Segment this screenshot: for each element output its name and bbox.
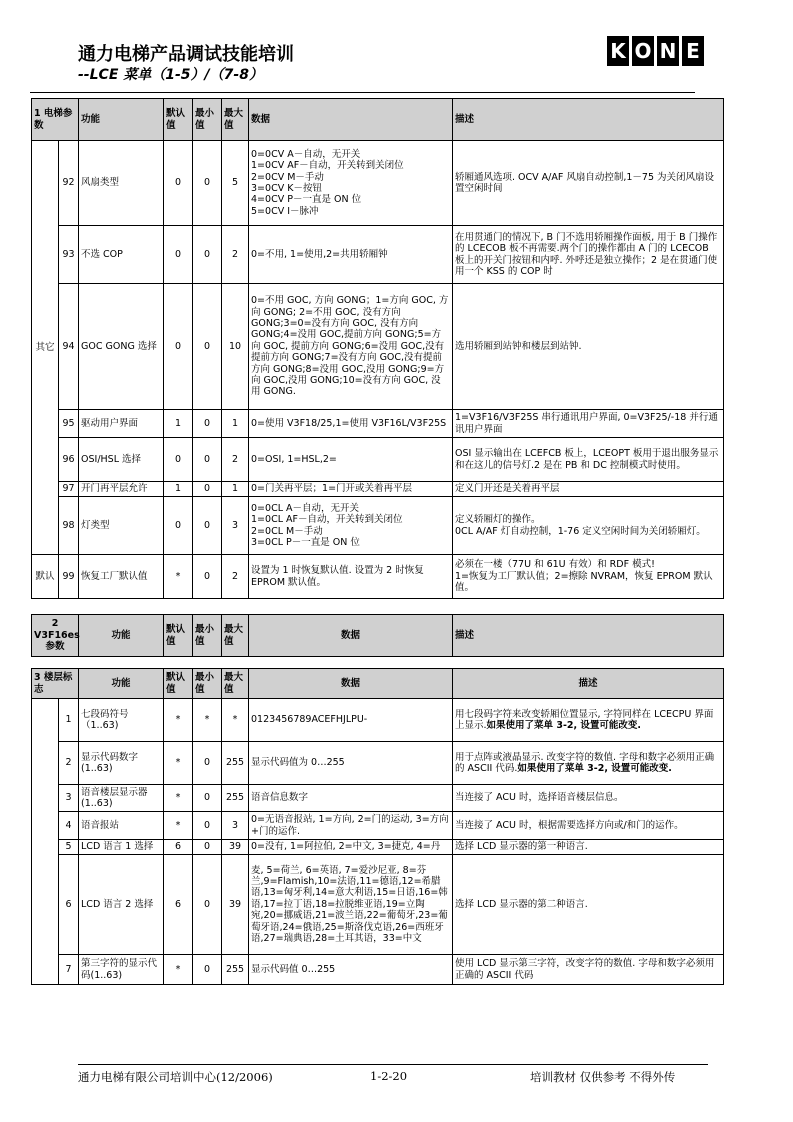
table-header-row (32, 99, 724, 141)
row-desc (453, 742, 724, 785)
row-desc: 选择 LCD 显示器的第二种语言. (453, 855, 724, 955)
logo-letter: E (682, 36, 704, 66)
col-function: 功能 (79, 669, 164, 699)
row-data: 0=OSI, 1=HSL,2= (249, 438, 453, 482)
row-default: 0 (164, 141, 193, 226)
row-max: 5 (222, 141, 249, 226)
row-default: 0 (164, 497, 193, 555)
row-no: 97 (59, 482, 79, 497)
col-min: 最小值 (193, 99, 222, 141)
col-data: 数据 (249, 615, 453, 657)
row-function: 驱动用户界面 (79, 410, 164, 438)
row-data: 麦, 5=荷兰, 6=英语, 7=爱沙尼亚, 8=芬兰,9=Flamish,10=法语,11=德语,12=希腊语,13=匈牙利,14=意大利语,15=日语,16=韩语,17=拉丁语,18=拉脱维亚语,19=立陶宛,20=挪威语,21=波兰语,22=葡萄牙,23=葡萄牙语,24=俄语,25=斯洛伐克语,26=西班牙语,27=瑞典语,28=土耳其语，33=中文 (249, 855, 453, 955)
row-default: 0 (164, 284, 193, 410)
row-default: 6 (164, 840, 193, 855)
row-max: 255 (222, 742, 249, 785)
row-min: 0 (193, 840, 222, 855)
logo-letter: N (657, 36, 679, 66)
row-default: 0 (164, 226, 193, 284)
row-no: 92 (59, 141, 79, 226)
col-default: 默认值 (164, 669, 193, 699)
row-max: 1 (222, 410, 249, 438)
row-data: 设置为 1 时恢复默认值. 设置为 2 时恢复 EPROM 默认值。 (249, 555, 453, 599)
row-default: 1 (164, 410, 193, 438)
row-function: LCD 语言 2 选择 (79, 855, 164, 955)
col-desc: 描述 (453, 615, 724, 657)
row-min: 0 (193, 141, 222, 226)
table-row (32, 699, 724, 742)
row-function: 开门再平层允许 (79, 482, 164, 497)
col-data: 数据 (249, 669, 453, 699)
row-function: GOC GONG 选择 (79, 284, 164, 410)
row-desc: 当连接了 ACU 时，选择语音楼层信息。 (453, 785, 724, 812)
row-desc: 在用贯通门的情况下, B 门不选用轿厢操作面板, 用于 B 门操作的 LCECOB 板不再需要.两个门的操作都由 A 门的 LCECOB 板上的开关门按钮和内呼. 外呼还是独立操作；2 是在贯通门使用一个 KSS 的 COP 时 (453, 226, 724, 284)
row-no: 3 (59, 785, 79, 812)
row-default: * (164, 785, 193, 812)
row-min: 0 (193, 497, 222, 555)
row-default: * (164, 742, 193, 785)
row-max: 1 (222, 482, 249, 497)
row-function: 风扇类型 (79, 141, 164, 226)
row-default: 0 (164, 438, 193, 482)
row-default: 6 (164, 855, 193, 955)
col-max: 最大值 (222, 669, 249, 699)
row-no: 7 (59, 955, 79, 985)
row-min: 0 (193, 438, 222, 482)
col-min: 最小值 (193, 615, 222, 657)
row-data: 0=0CL A－自动，无开关 1=0CL AF－自动，开关转到关闭位 2=0CL M－手动 3=0CL P－一直是 ON 位 (249, 497, 453, 555)
row-max: 255 (222, 785, 249, 812)
col-max: 最大值 (222, 615, 249, 657)
row-max: 255 (222, 955, 249, 985)
table-row (32, 438, 724, 482)
row-no: 93 (59, 226, 79, 284)
row-desc: OSI 显示输出在 LCEFCB 板上，LCEOPT 板用于退出服务显示和在这儿的信号灯.2 是在 PB 和 DC 控制模式时使用。 (453, 438, 724, 482)
row-max: 10 (222, 284, 249, 410)
col-default: 默认值 (164, 99, 193, 141)
row-max: 39 (222, 855, 249, 955)
row-data: 0=不用 GOC, 方向 GONG；1=方向 GOC, 方向 GONG; 2=不用 GOC, 没有方向 GONG;3=0=没有方向 GOC, 没有方向 GONG;4=没用 GOC,提前方向 GONG;5=方向 GOC, 提前方向 GONG;6=没用 GOC,没有提前方向 GONG;7=没有方向 GOC,没有提前方向 GONG;8=没用 GOC,没用 GONG;9=方向 GOC,没用 GONG;10=没有方向 GOC, 没用 GONG. (249, 284, 453, 410)
row-default: 1 (164, 482, 193, 497)
row-min: 0 (193, 284, 222, 410)
table-row (32, 955, 724, 985)
row-max: 3 (222, 812, 249, 840)
table-header-row (32, 615, 724, 657)
table-row (32, 785, 724, 812)
row-no: 96 (59, 438, 79, 482)
row-max: 2 (222, 226, 249, 284)
row-function: 第三字符的显示代码(1..63) (79, 955, 164, 985)
floor-marking-table (31, 668, 724, 985)
row-max: 39 (222, 840, 249, 855)
row-function: OSI/HSL 选择 (79, 438, 164, 482)
row-desc: 使用 LCD 显示第三字符，改变字符的数值. 字母和数字必须用正确的 ASCII 代码 (453, 955, 724, 985)
row-default: * (164, 555, 193, 599)
v3f-params-table (31, 614, 724, 657)
row-default: * (164, 955, 193, 985)
row-no: 95 (59, 410, 79, 438)
table-row (32, 840, 724, 855)
row-data: 显示代码值为 0…255 (249, 742, 453, 785)
row-max: * (222, 699, 249, 742)
row-min: 0 (193, 955, 222, 985)
col-function: 功能 (79, 99, 164, 141)
row-no: 6 (59, 855, 79, 955)
group-label (32, 699, 59, 985)
table-row (32, 284, 724, 410)
row-min: 0 (193, 855, 222, 955)
page-title: 通力电梯产品调试技能培训 (78, 44, 294, 65)
desc-warning: 如果使用了菜单 3-2, 设置可能改变. (517, 763, 672, 774)
row-max: 2 (222, 438, 249, 482)
table-row (32, 812, 724, 840)
row-data: 0=使用 V3F18/25,1=使用 V3F16L/V3F25S (249, 410, 453, 438)
row-min: * (193, 699, 222, 742)
row-min: 0 (193, 555, 222, 599)
row-function: 七段码符号（1..63) (79, 699, 164, 742)
desc-warning: 如果使用了菜单 3-2, 设置可能改变. (486, 720, 642, 731)
logo-letter: K (607, 36, 629, 66)
footer-rule (78, 1064, 708, 1065)
table-row (32, 141, 724, 226)
elevator-params-table (31, 98, 724, 599)
table-row (32, 855, 724, 955)
row-data: 显示代码值 0…255 (249, 955, 453, 985)
col-max: 最大值 (222, 99, 249, 141)
kone-logo (607, 36, 704, 66)
table-row (32, 497, 724, 555)
table-row (32, 742, 724, 785)
table-row (32, 482, 724, 497)
row-data: 0=门关再平层；1=门开或关着再平层 (249, 482, 453, 497)
row-function: 语音报站 (79, 812, 164, 840)
table-row (32, 410, 724, 438)
col-group: 2 V3F16es 参数 (32, 615, 79, 657)
row-default: * (164, 812, 193, 840)
row-no: 98 (59, 497, 79, 555)
row-max: 2 (222, 555, 249, 599)
desc-text: 用于点阵或液晶显示. 改变字符的数值. 字母和数字必须用正确的 ASCII 代码. (455, 751, 715, 774)
row-function: 显示代码数字(1..63) (79, 742, 164, 785)
row-min: 0 (193, 742, 222, 785)
row-function: 灯类型 (79, 497, 164, 555)
row-desc (453, 699, 724, 742)
row-desc: 必须在一楼（77U 和 61U 有效）和 RDF 模式! 1=恢复为工厂默认值；2=擦除 NVRAM，恢复 EPROM 默认值。 (453, 555, 724, 599)
row-function: LCD 语言 1 选择 (79, 840, 164, 855)
footer-page-number: 1-2-20 (370, 1069, 408, 1083)
row-desc: 轿厢通风选项. OCV A/AF 风扇自动控制,1－75 为关闭风扇设置空闲时间 (453, 141, 724, 226)
row-data: 语音信息数字 (249, 785, 453, 812)
row-desc: 定义门开还是关着再平层 (453, 482, 724, 497)
row-min: 0 (193, 812, 222, 840)
col-group: 3 楼层标志 (32, 669, 79, 699)
col-data: 数据 (249, 99, 453, 141)
desc-text: 用七段码字符来改变轿厢位置显示, 字符同样在 LCECPU 界面上显示. (455, 708, 714, 731)
col-desc: 描述 (453, 669, 724, 699)
row-desc: 选择 LCD 显示器的第一种语言. (453, 840, 724, 855)
col-function: 功能 (79, 615, 164, 657)
footer-left: 通力电梯有限公司培训中心(12/2006) (78, 1070, 273, 1084)
page-subtitle: --LCE 菜单（1-5）/（7-8） (78, 67, 263, 83)
row-data: 0=0CV A－自动，无开关 1=0CV AF－自动，开关转到关闭位 2=0CV M－手动 3=0CV K－按钮 4=0CV P－一直是 ON 位 5=0CV I－脉冲 (249, 141, 453, 226)
logo-letter: O (632, 36, 654, 66)
row-no: 1 (59, 699, 79, 742)
row-desc: 当连接了 ACU 时，根据需要选择方向或/和门的运作。 (453, 812, 724, 840)
row-function: 不选 COP (79, 226, 164, 284)
col-desc: 描述 (453, 99, 724, 141)
col-default: 默认值 (164, 615, 193, 657)
row-data: 0=没有, 1=阿拉伯, 2=中文, 3=捷克, 4=丹 (249, 840, 453, 855)
row-no: 99 (59, 555, 79, 599)
row-no: 94 (59, 284, 79, 410)
group-label: 其它 (32, 141, 59, 555)
row-no: 4 (59, 812, 79, 840)
row-function: 恢复工厂默认值 (79, 555, 164, 599)
row-min: 0 (193, 482, 222, 497)
row-default: * (164, 699, 193, 742)
footer-right: 培训教材 仅供参考 不得外传 (530, 1070, 676, 1084)
row-desc: 定义轿厢灯的操作。 0CL A/AF 灯自动控制，1-76 定义空闲时间为关闭轿厢灯。 (453, 497, 724, 555)
row-data: 0=不用, 1=使用,2=共用轿厢钟 (249, 226, 453, 284)
row-min: 0 (193, 410, 222, 438)
header-rule (30, 92, 695, 93)
row-data: 0123456789ACEFHJLPU- (249, 699, 453, 742)
row-no: 5 (59, 840, 79, 855)
row-desc: 1=V3F16/V3F25S 串行通讯用户界面, 0=V3F25/-18 并行通讯用户界面 (453, 410, 724, 438)
row-no: 2 (59, 742, 79, 785)
table-row (32, 226, 724, 284)
row-min: 0 (193, 226, 222, 284)
row-max: 3 (222, 497, 249, 555)
row-function: 语音楼层显示器(1..63) (79, 785, 164, 812)
table-row (32, 555, 724, 599)
col-min: 最小值 (193, 669, 222, 699)
row-min: 0 (193, 785, 222, 812)
group-label: 默认 (32, 555, 59, 599)
col-group: 1 电梯参数 (32, 99, 79, 141)
row-desc: 选用轿厢到站钟和楼层到站钟. (453, 284, 724, 410)
row-data: 0=无语音报站, 1=方向, 2=门的运动, 3=方向+门的运作. (249, 812, 453, 840)
table-header-row (32, 669, 724, 699)
